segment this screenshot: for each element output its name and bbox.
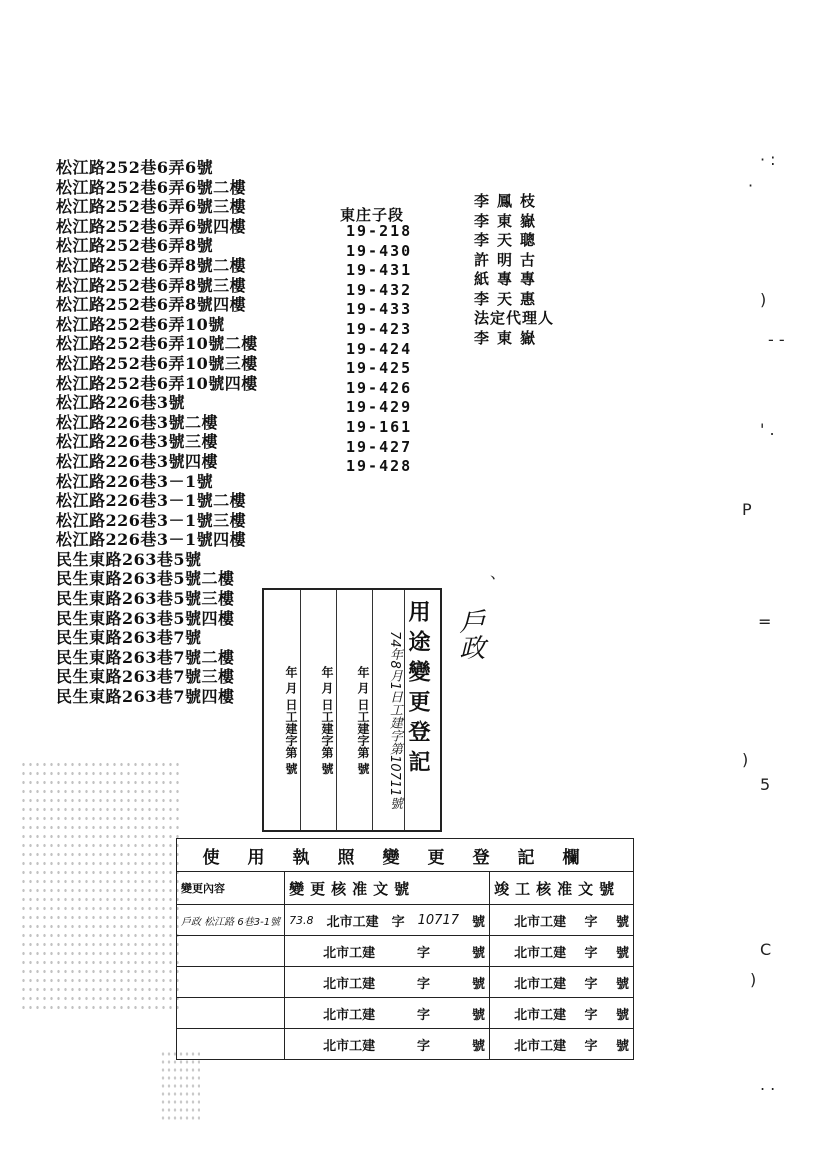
address-line: 松江路252巷6弄6號四樓 bbox=[56, 216, 247, 236]
address-line: 民生東路263巷5號 bbox=[56, 549, 202, 569]
owner-name: 李東嶽 bbox=[474, 328, 544, 347]
lot-number: 19-425 bbox=[346, 359, 413, 378]
address-line: 民生東路263巷5號二樓 bbox=[56, 569, 235, 589]
owner-name: 法定代理人 bbox=[474, 309, 555, 327]
owner-list bbox=[474, 192, 574, 348]
address-line: 松江路226巷3－1號三樓 bbox=[56, 510, 247, 530]
address-line: 松江路252巷6弄8號 bbox=[56, 236, 214, 256]
address-line: 民生東路263巷7號四樓 bbox=[56, 687, 235, 707]
column-header: 竣工核准文號 bbox=[490, 872, 634, 905]
address-line: 松江路226巷3號四樓 bbox=[56, 451, 219, 471]
address-line: 松江路252巷6弄8號四樓 bbox=[56, 295, 247, 315]
change-registration-stamp bbox=[262, 588, 442, 832]
stamp-column: 年 月 日工建字第 號 bbox=[300, 590, 337, 830]
address-line: 松江路252巷6弄6號 bbox=[56, 158, 214, 177]
completion-number: 北市工建 字 號 bbox=[490, 967, 634, 998]
scan-noise bbox=[20, 760, 180, 1010]
scan-mark: 、 bbox=[490, 563, 507, 582]
address-line: 松江路226巷3號 bbox=[56, 393, 186, 413]
address-line: 松江路252巷6弄10號 bbox=[56, 314, 225, 334]
lot-number: 19-424 bbox=[346, 339, 413, 358]
address-line: 民生東路263巷7號三樓 bbox=[56, 667, 235, 687]
approval-number: 73.8 北市工建 字 10717 號 bbox=[285, 905, 490, 936]
address-line: 民生東路263巷7號二樓 bbox=[56, 647, 235, 667]
address-line: 民生東路263巷7號 bbox=[56, 628, 202, 648]
scan-mark: ) bbox=[742, 750, 749, 769]
approval-number: 北市工建 字 號 bbox=[285, 1029, 490, 1060]
lot-section-header: 東庄子段 bbox=[340, 206, 405, 224]
address-line: 松江路226巷3－1號 bbox=[56, 471, 214, 491]
lot-number: 19-432 bbox=[346, 280, 413, 299]
scan-mark: ) bbox=[750, 970, 757, 989]
table-row bbox=[177, 1029, 634, 1060]
scan-mark: · bbox=[748, 176, 754, 195]
owner-name: 李天聰 bbox=[474, 231, 544, 249]
owner-name: 李東嶽 bbox=[474, 211, 544, 230]
scan-mark: C bbox=[760, 940, 772, 959]
stamp-column: 年 月 日工建字第 號 bbox=[264, 590, 301, 830]
scan-mark: 5 bbox=[760, 775, 771, 794]
owner-name: 紙專專 bbox=[474, 270, 544, 288]
scan-mark: ) bbox=[760, 290, 767, 309]
address-line: 松江路252巷6弄6號二樓 bbox=[56, 177, 247, 197]
address-line: 民生東路263巷5號三樓 bbox=[56, 589, 235, 609]
completion-number: 北市工建 字 號 bbox=[490, 936, 634, 967]
stamp-title: 用途變更登記 bbox=[405, 600, 431, 780]
lot-number: 19-423 bbox=[346, 319, 413, 338]
change-content: 戶政 松江路 6巷3-1號 bbox=[177, 905, 285, 936]
address-line: 松江路252巷6弄8號二樓 bbox=[56, 255, 247, 275]
usage-license-change-table bbox=[176, 838, 634, 1060]
address-line: 松江路226巷3－1號四樓 bbox=[56, 530, 247, 550]
stamp-column: 74年8月1日工建字第10711號 bbox=[372, 590, 405, 830]
scan-mark: = bbox=[758, 612, 772, 631]
table-row bbox=[177, 967, 634, 998]
lot-number: 19-426 bbox=[346, 378, 413, 397]
lot-number: 19-428 bbox=[346, 457, 413, 476]
lot-number: 19-427 bbox=[346, 437, 413, 456]
stamp-column: 年 月 日工建字第 號 bbox=[336, 590, 373, 830]
approval-number: 北市工建 字 號 bbox=[285, 936, 490, 967]
table-row bbox=[177, 936, 634, 967]
handwritten-note: 戶政 bbox=[455, 608, 485, 660]
lot-number: 19-429 bbox=[346, 398, 413, 417]
lot-number: 19-218 bbox=[346, 222, 413, 240]
scan-noise bbox=[160, 1050, 200, 1120]
scan-mark: - - bbox=[768, 330, 785, 349]
address-line: 松江路252巷6弄8號三樓 bbox=[56, 275, 247, 295]
address-line: 松江路252巷6弄10號二樓 bbox=[56, 334, 258, 354]
address-line: 松江路252巷6弄10號三樓 bbox=[56, 353, 258, 373]
lot-number-list bbox=[346, 222, 436, 477]
address-line: 松江路226巷3號二樓 bbox=[56, 412, 219, 432]
completion-number: 北市工建 字 號 bbox=[490, 998, 634, 1029]
completion-number: 北市工建 字 號 bbox=[490, 905, 634, 936]
address-line: 民生東路263巷5號四樓 bbox=[56, 608, 235, 628]
address-line: 松江路226巷3號三樓 bbox=[56, 432, 219, 452]
scan-mark: ' . bbox=[760, 420, 775, 439]
column-header: 變更核准文號 bbox=[285, 872, 490, 905]
owner-name: 李天惠 bbox=[474, 289, 544, 308]
owner-name: 李鳳枝 bbox=[474, 192, 544, 210]
scan-mark: . . bbox=[760, 1075, 776, 1094]
lot-number: 19-161 bbox=[346, 417, 413, 436]
scan-mark: · : bbox=[760, 150, 776, 169]
column-header: 變更內容 bbox=[177, 872, 285, 905]
table-title: 使用執照變更登記欄 bbox=[177, 839, 634, 872]
scan-mark: P bbox=[742, 500, 752, 519]
approval-number: 北市工建 字 號 bbox=[285, 998, 490, 1029]
table-row bbox=[177, 905, 634, 936]
approval-number: 北市工建 字 號 bbox=[285, 967, 490, 998]
lot-number: 19-431 bbox=[346, 261, 413, 280]
owner-name: 許明古 bbox=[474, 250, 544, 269]
address-line: 松江路252巷6弄6號三樓 bbox=[56, 197, 247, 217]
lot-number: 19-430 bbox=[346, 241, 413, 260]
address-line: 松江路226巷3－1號二樓 bbox=[56, 491, 247, 511]
address-line: 松江路252巷6弄10號四樓 bbox=[56, 373, 258, 393]
completion-number: 北市工建 字 號 bbox=[490, 1029, 634, 1060]
lot-number: 19-433 bbox=[346, 300, 413, 319]
table-row bbox=[177, 998, 634, 1029]
